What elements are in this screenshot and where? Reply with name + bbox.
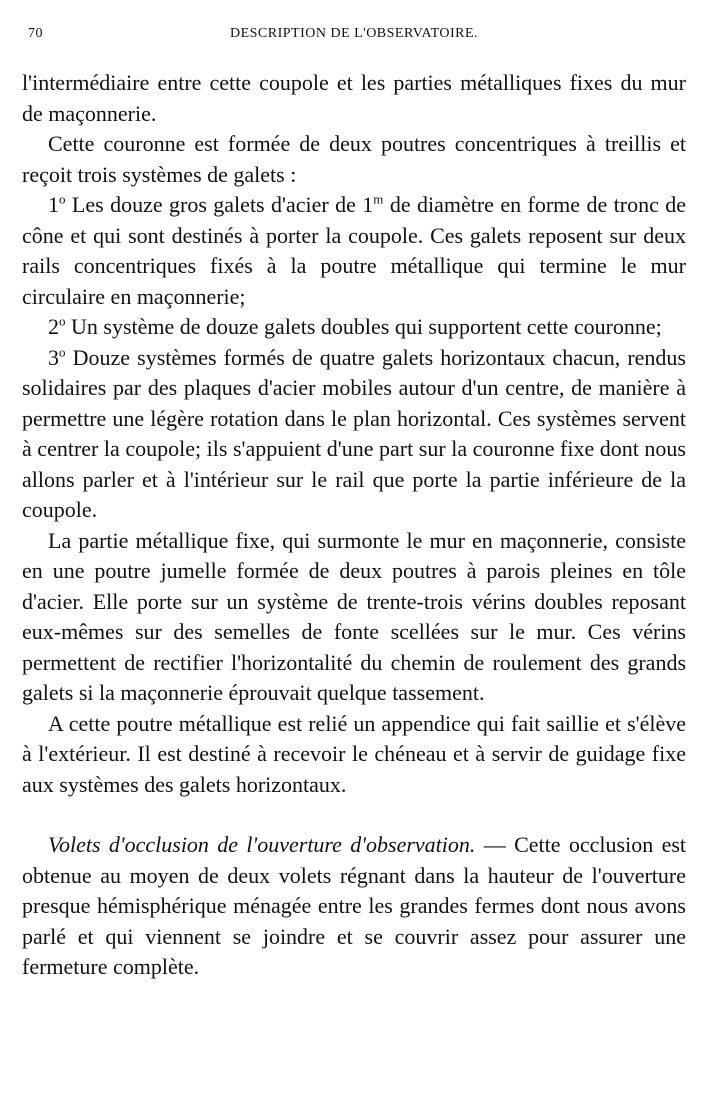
ordinal-superscript: o (59, 191, 66, 207)
paragraph-text: Les douze gros galets d'acier de 1 (65, 192, 374, 217)
paragraph-text: Douze systèmes formés de quatre galets horizontaux chacun, rendus solidaires par des plaques d'acier mobiles autour d'un centre, de manière à permettre une légère rotation dans le plan horizontal. Ces systèmes servent à centrer la coupole; ils s'appuient d'une part sur la couronne fixe dont nous allons parler et à l'intérieur sur le rail que porte la partie inférieure de la coupole. (22, 344, 686, 522)
paragraph-text: La partie métallique fixe, qui surmonte le mur en maçonnerie, consiste en une poutre jumelle formée de deux poutres à parois pleines en tôle d'acier. Elle porte sur un système de trente-trois vérins doubles reposant eux-mêmes sur des semelles de fonte scellées sur le mur. Ces vérins permettent de rectifier l'horizontalité du chemin de roulement des grands galets si la maçonnerie éprouvait quelque tassement. (22, 527, 686, 705)
paragraph-text: A cette poutre métallique est relié un appendice qui fait saillie et s'élève à l'extérieur. Il est destiné à recevoir le chéneau et à servir de guidage fixe aux systèmes des galets horizontaux. (22, 710, 686, 797)
paragraph-text: Un système de douze galets doubles qui supportent cette couronne; (65, 314, 662, 339)
header-title: DESCRIPTION DE L'OBSERVATOIRE. (229, 26, 479, 41)
paragraph-text: Cette couronne est formée de deux poutres concentriques à treillis et reçoit trois systèmes de galets : (22, 131, 686, 187)
ordinal-superscript: o (59, 344, 66, 360)
paragraph-partie-fixe (22, 526, 686, 709)
paragraph-text: l'intermédiaire entre cette coupole et les parties métalliques fixes du mur de maçonnerie. (22, 70, 686, 126)
paragraph-volets (22, 830, 686, 983)
running-header (22, 26, 686, 48)
item-number: 1 (48, 192, 59, 217)
body-text (22, 68, 686, 983)
unit-superscript: m (373, 191, 384, 207)
item-number: 3 (48, 344, 59, 370)
ordinal-superscript: o (59, 313, 66, 329)
item-number: 2 (48, 314, 59, 339)
paragraph-item-1 (22, 190, 686, 312)
paragraph-text: — Cette occlusion est obtenue au moyen de deux volets régnant dans la hauteur de l'ouverture presque hémisphérique ménagée entre les grandes fermes dont nous avons parlé et qui viennent se joindre et se couvrir assez pour assurer une fermeture complète. (22, 832, 687, 979)
paragraph-item-3 (22, 343, 686, 526)
paragraph-item-2 (22, 312, 686, 343)
book-page (22, 26, 686, 983)
page-number: 70 (28, 26, 43, 41)
section-heading: Volets d'occlusion de l'ouverture d'observation. (48, 832, 476, 857)
paragraph-appendice (22, 709, 686, 801)
paragraph-couronne (22, 129, 686, 190)
paragraph-text: de diamètre en forme de tronc de cône et qui sont destinés à porter la coupole. Ces galets reposent sur deux rails concentriques fixés à la poutre métallique qui termine le mur circulaire en maçonnerie; (22, 192, 686, 309)
paragraph-continuation (22, 68, 686, 129)
